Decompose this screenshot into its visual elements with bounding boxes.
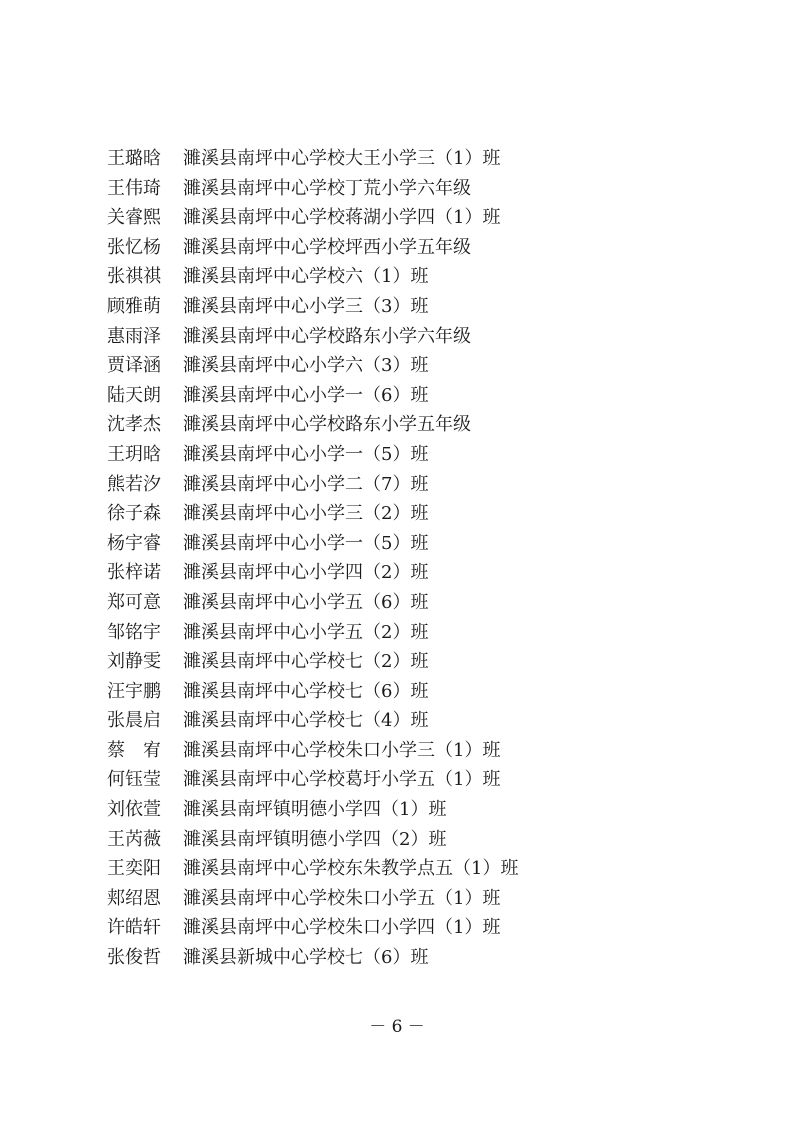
list-item <box>107 884 747 914</box>
student-name: 王玥晗 <box>107 443 161 465</box>
school-class: 濉溪县南坪中心小学三（3）班 <box>183 295 429 317</box>
school-class: 濉溪县南坪镇明德小学四（1）班 <box>183 799 447 821</box>
school-class: 濉溪县南坪中心学校六（1）班 <box>183 266 429 288</box>
student-name: 王奕阳 <box>107 858 161 880</box>
school-class: 濉溪县南坪中心小学四（2）班 <box>183 562 429 584</box>
student-name: 惠雨泽 <box>107 325 161 347</box>
school-class: 濉溪县南坪中心学校路东小学六年级 <box>183 325 471 347</box>
list-item <box>107 381 747 411</box>
list-item <box>107 529 747 559</box>
student-name: 刘静雯 <box>107 651 161 673</box>
list-item <box>107 618 747 648</box>
list-item <box>107 913 747 943</box>
student-name: 张忆杨 <box>107 236 161 258</box>
student-name: 张梓诺 <box>107 562 161 584</box>
list-item <box>107 677 747 707</box>
student-name: 关睿熙 <box>107 207 161 229</box>
list-item <box>107 795 747 825</box>
student-name: 汪宇鹏 <box>107 680 161 702</box>
list-item <box>107 943 747 973</box>
student-name: 许皓轩 <box>107 917 161 939</box>
list-item <box>107 233 747 263</box>
page-number: － 6 － <box>369 1017 425 1037</box>
list-item <box>107 588 747 618</box>
student-name: 张俊哲 <box>107 947 161 969</box>
student-name: 王芮薇 <box>107 828 161 850</box>
list-item <box>107 499 747 529</box>
list-item <box>107 262 747 292</box>
student-name: 郑可意 <box>107 591 161 613</box>
student-name: 杨宇睿 <box>107 532 161 554</box>
student-name: 蔡 宥 <box>107 739 161 761</box>
school-class: 濉溪县南坪中心学校丁荒小学六年级 <box>183 177 471 199</box>
school-class: 濉溪县新城中心学校七（6）班 <box>183 947 429 969</box>
school-class: 濉溪县南坪中心学校路东小学五年级 <box>183 414 471 436</box>
school-class: 濉溪县南坪镇明德小学四（2）班 <box>183 828 447 850</box>
list-item <box>107 203 747 233</box>
list-item <box>107 410 747 440</box>
student-name: 陆天朗 <box>107 384 161 406</box>
school-class: 濉溪县南坪中心学校朱口小学五（1）班 <box>183 887 501 909</box>
school-class: 濉溪县南坪中心小学五（6）班 <box>183 591 429 613</box>
list-item <box>107 706 747 736</box>
school-class: 濉溪县南坪中心小学一（5）班 <box>183 532 429 554</box>
list-item <box>107 144 747 174</box>
list-item <box>107 765 747 795</box>
student-name: 顾雅萌 <box>107 295 161 317</box>
student-name: 徐子森 <box>107 503 161 525</box>
school-class: 濉溪县南坪中心学校朱口小学四（1）班 <box>183 917 501 939</box>
list-item <box>107 647 747 677</box>
school-class: 濉溪县南坪中心学校东朱教学点五（1）班 <box>183 858 519 880</box>
student-name: 贾译涵 <box>107 355 161 377</box>
school-class: 濉溪县南坪中心小学五（2）班 <box>183 621 429 643</box>
school-class: 濉溪县南坪中心学校七（2）班 <box>183 651 429 673</box>
school-class: 濉溪县南坪中心学校朱口小学三（1）班 <box>183 739 501 761</box>
list-item <box>107 854 747 884</box>
school-class: 濉溪县南坪中心学校大王小学三（1）班 <box>183 148 501 169</box>
list-item <box>107 558 747 588</box>
school-class: 濉溪县南坪中心小学三（2）班 <box>183 503 429 525</box>
student-name: 张祺祺 <box>107 266 161 288</box>
school-class: 濉溪县南坪中心学校坪西小学五年级 <box>183 236 471 258</box>
student-name: 熊若汐 <box>107 473 161 495</box>
school-class: 濉溪县南坪中心小学一（5）班 <box>183 443 429 465</box>
student-name: 沈孝杰 <box>107 414 161 436</box>
list-item <box>107 351 747 381</box>
student-name: 郏绍恩 <box>107 887 161 909</box>
award-list <box>107 144 747 973</box>
list-item <box>107 470 747 500</box>
student-name: 何钰莹 <box>107 769 161 791</box>
list-item <box>107 174 747 204</box>
list-item <box>107 736 747 766</box>
school-class: 濉溪县南坪中心学校七（6）班 <box>183 680 429 702</box>
list-item <box>107 292 747 322</box>
list-item <box>107 440 747 470</box>
student-name: 张晨启 <box>107 710 161 732</box>
school-class: 濉溪县南坪中心学校七（4）班 <box>183 710 429 732</box>
school-class: 濉溪县南坪中心小学二（7）班 <box>183 473 429 495</box>
list-item <box>107 825 747 855</box>
student-name: 刘依萱 <box>107 799 161 821</box>
student-name: 王伟琦 <box>107 177 161 199</box>
school-class: 濉溪县南坪中心小学六（3）班 <box>183 355 429 377</box>
school-class: 濉溪县南坪中心小学一（6）班 <box>183 384 429 406</box>
school-class: 濉溪县南坪中心学校蒋湖小学四（1）班 <box>183 207 501 229</box>
student-name: 邹铭宇 <box>107 621 161 643</box>
school-class: 濉溪县南坪中心学校葛圩小学五（1）班 <box>183 769 501 791</box>
student-name: 王璐晗 <box>107 148 161 169</box>
list-item <box>107 322 747 352</box>
